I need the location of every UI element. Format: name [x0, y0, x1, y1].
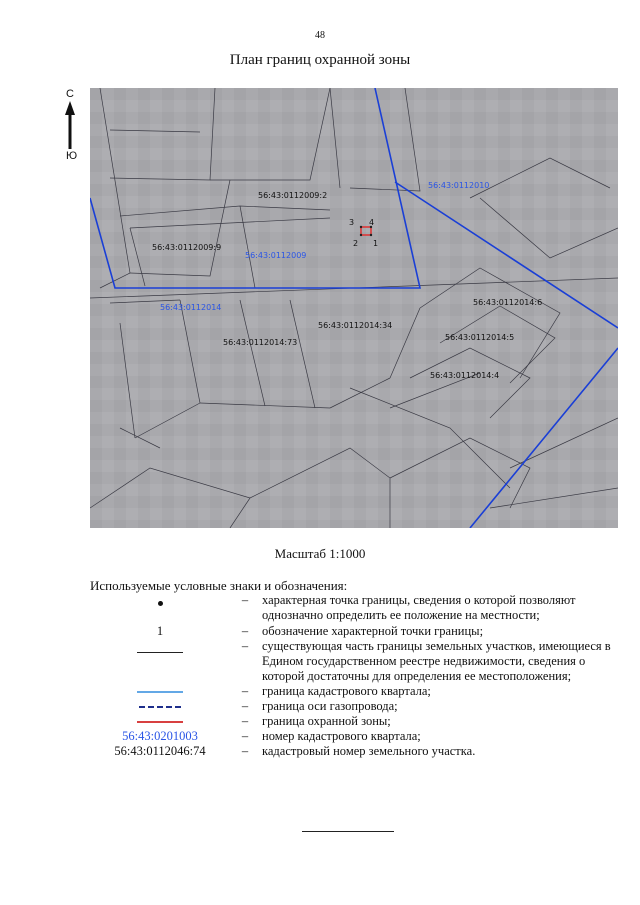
legend-dash: –: [241, 729, 249, 743]
legend-symbol-text: 56:43:0112046:74: [114, 744, 206, 758]
parcel-label-0112014-5: 56:43:0112014:5: [445, 333, 515, 342]
quarter-label-0112010: 56:43:0112010: [428, 181, 490, 190]
parcel-label-0112014-34: 56:43:0112014:34: [318, 321, 393, 330]
legend-item-quarter-number: [90, 729, 630, 744]
quarter-label-0112014: 56:43:0112014: [160, 303, 222, 312]
point-label-4: 4: [369, 218, 375, 227]
legend-item-protection-zone: [90, 714, 630, 729]
point-label-1: 1: [373, 239, 379, 248]
legend-dash: –: [241, 699, 249, 713]
legend-description: граница кадастрового квартала;: [262, 684, 431, 698]
legend-description: кадастровый номер земельного участка.: [262, 744, 476, 758]
compass-north-label: С: [66, 88, 74, 100]
legend-item-existing-boundary: [90, 639, 630, 684]
legend-description: граница оси газопровода;: [262, 699, 398, 713]
dashed-line-symbol: [139, 706, 181, 708]
legend-dash: –: [241, 714, 249, 728]
quarter-label-0112009: 56:43:0112009: [245, 251, 307, 260]
legend-dash: –: [241, 624, 249, 638]
legend-item-gas-pipeline: [90, 699, 630, 714]
parcel-label-0112014-73: 56:43:0112014:73: [223, 338, 298, 347]
legend-dash: –: [241, 684, 249, 698]
legend-symbol-text: 56:43:0201003: [122, 729, 198, 743]
parcel-label-0112009-9: 56:43:0112009:9: [152, 243, 222, 252]
legend-description: номер кадастрового квартала;: [262, 729, 421, 743]
compass-south-label: Ю: [66, 150, 78, 162]
north-arrow: [56, 88, 84, 168]
signature-line: [302, 831, 394, 832]
legend-dash: –: [241, 593, 249, 607]
legend-item-point-number: [90, 624, 630, 639]
legend-item-point: [90, 593, 630, 623]
blue-line-symbol: [137, 691, 183, 693]
parcel-label-0112014-6: 56:43:0112014:6: [473, 298, 543, 307]
red-line-symbol: [137, 721, 183, 723]
legend-dash: –: [241, 639, 249, 653]
page-number: 48: [315, 30, 325, 41]
black-line-symbol: [137, 652, 183, 653]
point-label-2: 2: [353, 239, 359, 248]
north-arrow-icon: [62, 101, 78, 151]
parcel-label-0112014-4: 56:43:0112014:4: [430, 371, 500, 380]
point-symbol-icon: [158, 601, 163, 606]
legend-symbol-text: 1: [156, 624, 164, 638]
map-scale: Масштаб 1:1000: [274, 546, 366, 561]
legend-description: обозначение характерной точки границы;: [262, 624, 484, 638]
legend-item-quarter-boundary: [90, 684, 630, 699]
page-title: План границ охранной зоны: [229, 52, 411, 68]
legend-heading: Используемые условные знаки и обозначения:: [90, 578, 348, 593]
legend-dash: –: [241, 744, 249, 758]
legend: [90, 593, 630, 759]
cadastral-map: [90, 88, 618, 528]
parcel-label-0112009-2: 56:43:0112009:2: [258, 191, 328, 200]
point-label-3: 3: [349, 218, 355, 227]
legend-description: существующая часть границы земельных участков, имеющиеся в Едином государственном реестре недвижимости, сведения о которой достаточны для определения ее местоположения;: [262, 639, 611, 683]
legend-item-parcel-number: [90, 744, 630, 759]
legend-description: характерная точка границы, сведения о которой позволяют однозначно определить ее положение на местности;: [262, 593, 576, 622]
legend-description: граница охранной зоны;: [262, 714, 391, 728]
